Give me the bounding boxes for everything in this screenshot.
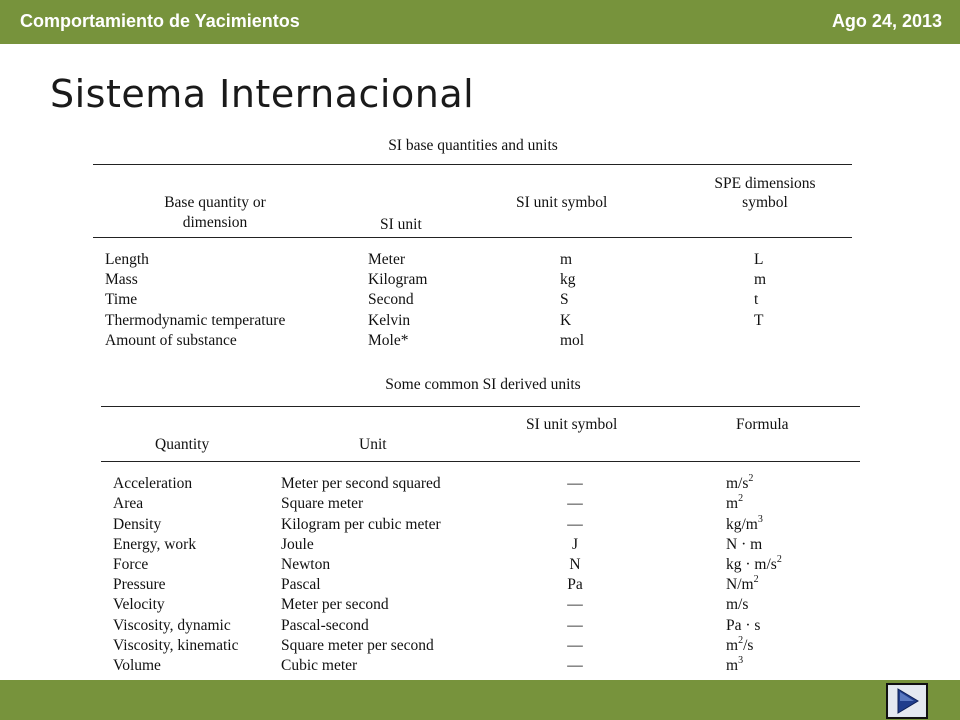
table2-cell-unit: Meter per second squared: [281, 475, 441, 492]
slide-date: Ago 24, 2013: [831, 11, 942, 31]
formula-exponent: 2: [738, 634, 744, 646]
table1-cell-symbol: kg: [560, 271, 576, 288]
table2-cell-unit: Pascal-second: [281, 617, 369, 634]
formula-base: N · m: [726, 536, 763, 553]
next-arrow-icon: [888, 685, 926, 717]
table2-cell-quantity: Acceleration: [113, 475, 193, 492]
table2-cell-formula: [726, 634, 754, 655]
table2-cell-formula: [726, 536, 762, 554]
table1-cell-dimension: t: [754, 291, 759, 308]
table2-header-quantity: Quantity: [155, 436, 210, 453]
formula-base: N/m: [726, 576, 754, 593]
table1-cell-quantity: Mass: [105, 271, 138, 288]
table1-cell-symbol: mol: [560, 332, 585, 349]
table2-cell-quantity: Area: [113, 495, 144, 512]
formula-exponent: 2: [738, 492, 744, 504]
table2-cell-symbol: —: [567, 495, 583, 512]
table2-cell-unit: Meter per second: [281, 596, 389, 613]
formula-exponent: 3: [738, 654, 744, 666]
table2-header-formula: Formula: [736, 416, 789, 433]
table2-top-rule: [101, 406, 860, 407]
next-slide-button[interactable]: [886, 683, 928, 719]
table1-cell-quantity: Thermodynamic temperature: [105, 312, 286, 329]
table2-cell-symbol: —: [567, 475, 583, 492]
table1-header-base-2: dimension: [182, 214, 248, 231]
table2-cell-formula: [726, 654, 744, 675]
table2-cell-symbol: —: [567, 657, 583, 674]
table2-cell-symbol: —: [567, 617, 583, 634]
table2-cell-unit: Newton: [281, 556, 331, 573]
formula-base: m/s: [726, 475, 749, 492]
table2-cell-formula: [726, 492, 744, 513]
table2-cell-formula: [726, 553, 782, 574]
table2-cell-unit: Cubic meter: [281, 657, 358, 674]
table1-header-symbol: SI unit symbol: [516, 194, 608, 211]
table2-cell-symbol: —: [567, 637, 583, 654]
table1-header-spe-1: SPE dimensions: [714, 175, 816, 192]
table2-cell-formula: [726, 513, 763, 534]
formula-tail: /s: [743, 637, 754, 654]
table1-header-base-1: Base quantity or: [164, 194, 266, 211]
table2-cell-symbol: —: [567, 596, 583, 613]
table1-top-rule: [93, 164, 852, 165]
table2-caption: Some common SI derived units: [385, 376, 581, 393]
table1-cell-unit: Kilogram: [368, 271, 428, 288]
formula-base: kg · m/s: [726, 556, 777, 573]
table1-cell-unit: Mole*: [368, 332, 409, 349]
table1-header-unit: SI unit: [380, 216, 422, 233]
footer-bar: [0, 680, 960, 720]
table2-cell-unit: Square meter: [281, 495, 364, 512]
table2-cell-symbol: —: [567, 516, 583, 533]
table1-header-spe-2: symbol: [742, 194, 788, 211]
formula-exponent: 2: [748, 472, 754, 484]
table2-cell-quantity: Pressure: [113, 576, 166, 593]
table1-cell-quantity: Time: [105, 291, 138, 308]
table1-cell-quantity: Amount of substance: [105, 332, 237, 349]
formula-base: kg/m: [726, 516, 758, 533]
table1-cell-symbol: K: [560, 312, 572, 329]
table2-cell-formula: [726, 472, 754, 493]
table1-caption: SI base quantities and units: [388, 137, 558, 154]
header-bar: [0, 0, 960, 44]
table2-cell-quantity: Density: [113, 516, 162, 533]
table2-cell-quantity: Velocity: [113, 596, 165, 613]
table2-cell-formula: [726, 573, 759, 594]
formula-exponent: 3: [757, 513, 763, 525]
table1-cell-symbol: m: [560, 251, 573, 268]
table1-cell-unit: Second: [368, 291, 414, 308]
table2-cell-symbol: J: [571, 536, 579, 553]
table1-cell-dimension: m: [754, 271, 767, 288]
table2-header-symbol: SI unit symbol: [526, 416, 618, 433]
formula-base: m: [726, 637, 739, 654]
formula-exponent: 2: [753, 573, 759, 585]
table2-cell-unit: Kilogram per cubic meter: [281, 516, 441, 533]
table1-cell-dimension: L: [754, 251, 764, 268]
formula-exponent: 2: [776, 553, 782, 565]
formula-base: m/s: [726, 596, 749, 613]
table1-cell-quantity: Length: [105, 251, 149, 268]
table2-cell-unit: Joule: [281, 536, 314, 553]
table2-cell-quantity: Viscosity, kinematic: [113, 637, 239, 654]
table2-cell-formula: [726, 617, 760, 635]
course-title: Comportamiento de Yacimientos: [20, 11, 300, 31]
table1-cell-unit: Meter: [368, 251, 406, 268]
formula-base: m: [726, 495, 739, 512]
table2-cell-quantity: Force: [113, 556, 149, 573]
table2-cell-quantity: Energy, work: [113, 536, 197, 553]
formula-base: Pa · s: [726, 617, 761, 634]
table1-cell-dimension: T: [754, 312, 764, 329]
slide-title: Sistema Internacional: [50, 72, 475, 116]
table2-cell-unit: Pascal: [281, 576, 321, 593]
table2-cell-symbol: N: [569, 556, 581, 573]
table2-header-unit: Unit: [359, 436, 387, 453]
table2-cell-quantity: Volume: [113, 657, 161, 674]
table1-header-rule: [93, 237, 852, 238]
table2-cell-symbol: Pa: [567, 576, 583, 593]
table2-cell-quantity: Viscosity, dynamic: [113, 617, 231, 634]
table1-cell-symbol: S: [560, 291, 569, 308]
table1-cell-unit: Kelvin: [368, 312, 411, 329]
table2-cell-unit: Square meter per second: [281, 637, 434, 654]
formula-base: m: [726, 657, 739, 674]
table2-cell-formula: [726, 596, 748, 614]
table2-header-rule: [101, 461, 860, 462]
